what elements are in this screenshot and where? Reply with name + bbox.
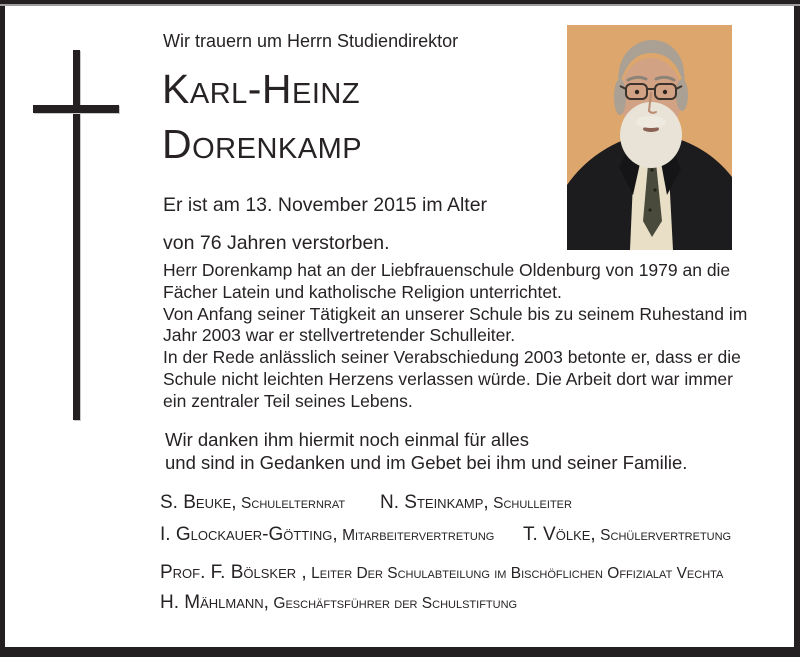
- frame-left-edge: [0, 0, 5, 657]
- deceased-name-line2: Dorenkamp: [162, 121, 363, 167]
- signatory-name: T. Völke,: [523, 524, 596, 545]
- biography-paragraph: [163, 260, 747, 413]
- signatory-role: Schülervertretung: [600, 527, 732, 544]
- death-statement: [163, 186, 487, 262]
- portrait-photo: [567, 25, 732, 250]
- biography-line: Jahr 2003 war er stellvertretender Schulleiter.: [163, 325, 516, 346]
- signature-steinkamp: [380, 492, 572, 514]
- biography-line: Schule nicht leichten Herzens verlassen würde. Die Arbeit dort war immer: [163, 368, 733, 389]
- signatory-name: H. Mählmann,: [160, 592, 269, 613]
- signatory-name: Prof. F. Bölsker ,: [160, 562, 307, 583]
- signature-glockauer-goetting: [160, 524, 494, 546]
- signatory-role: Mitarbeitervertretung: [342, 527, 495, 544]
- thanks-paragraph: [165, 428, 687, 474]
- signatory-name: N. Steinkamp,: [380, 492, 489, 513]
- signatory-role: Schulelternrat: [241, 495, 346, 512]
- signatory-name: S. Beuke,: [160, 492, 237, 513]
- deceased-name-line1: Karl-Heinz: [162, 66, 361, 112]
- signatory-role: Geschäftsführer der Schulstiftung: [273, 595, 518, 612]
- biography-line: ein zentraler Teil seines Lebens.: [163, 390, 413, 411]
- biography-line: Von Anfang seiner Tätigkeit an unserer Schule bis zu seinem Ruhestand im: [163, 303, 748, 324]
- thanks-line2: und sind in Gedanken und im Gebet bei ihm und seiner Familie.: [165, 452, 688, 473]
- death-statement-line1: Er ist am 13. November 2015 im Alter: [163, 194, 488, 216]
- signature-maehlmann: [160, 592, 517, 614]
- signature-boelsker: [160, 562, 723, 584]
- deceased-name: [162, 62, 362, 172]
- thanks-line1: Wir danken ihm hiermit noch einmal für alles: [165, 429, 529, 450]
- frame-bottom-bar: [0, 647, 800, 657]
- signatory-role: Leiter Der Schulabteilung im Bischöflichen Offizialat Vechta: [311, 565, 724, 582]
- frame-right-edge: [794, 0, 800, 657]
- death-statement-line2: von 76 Jahren verstorben.: [163, 232, 390, 254]
- biography-line: Fächer Latein und katholische Religion unterrichtet.: [163, 281, 562, 302]
- signatory-role: Schulleiter: [493, 495, 572, 512]
- biography-line: Herr Dorenkamp hat an der Liebfrauenschule Oldenburg von 1979 an die: [163, 260, 731, 280]
- intro-line: Wir trauern um Herrn Studiendirektor: [163, 31, 459, 51]
- signature-beuke: [160, 492, 345, 514]
- biography-line: In der Rede anlässlich seiner Verabschiedung 2003 betonte er, dass er die: [163, 347, 741, 368]
- frame-top-gray-line: [0, 4, 800, 6]
- signatory-name: I. Glockauer-Götting,: [160, 524, 338, 545]
- cross-icon-bar: [33, 105, 119, 113]
- signature-voelke: [523, 524, 731, 546]
